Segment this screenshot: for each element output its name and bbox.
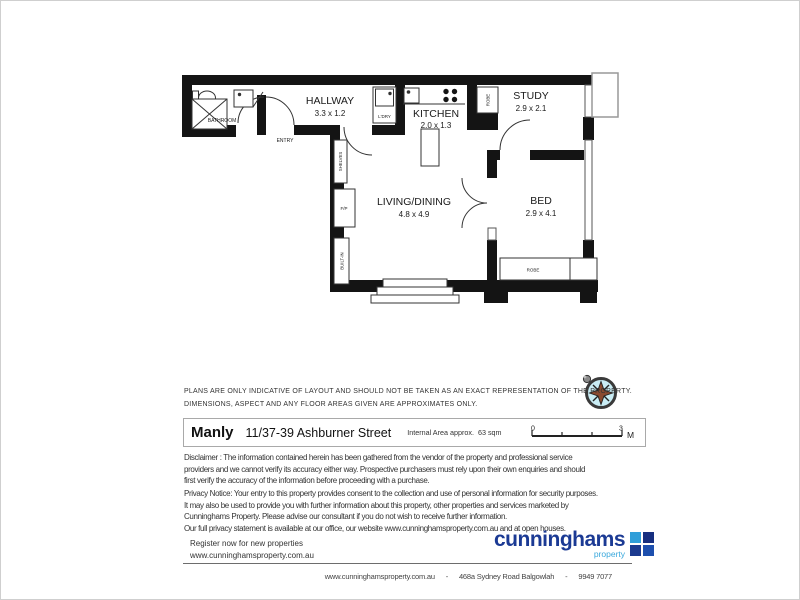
scale-unit: M	[627, 430, 635, 440]
kitchen-label: KITCHEN	[412, 108, 460, 120]
window-bay	[592, 73, 618, 117]
study-label: STUDY	[513, 90, 549, 102]
property-address: 11/37-39 Ashburner Street	[245, 425, 392, 440]
entry-label: ENTRY	[276, 138, 294, 144]
logo-squares-icon	[630, 532, 654, 556]
scale-start: 0	[531, 425, 535, 433]
footer-website: www.cunninghamsproperty.com.au	[324, 572, 435, 581]
plan-notice-line2: DIMENSIONS, ASPECT AND ANY FLOOR AREAS GIVEN ARE APPROXIMATES ONLY.	[184, 400, 478, 408]
footer-phone: 9949 7077	[578, 572, 612, 581]
disclaimer-line: providers and we cannot verify its accuracy either way. Prospective purchasers must rely upon their own enquiries and should	[184, 464, 586, 474]
living-label: LIVING/DINING	[376, 196, 452, 208]
suburb-title: Manly	[191, 424, 234, 441]
cunninghams-logo	[494, 529, 654, 559]
register-url: www.cunninghamsproperty.com.au	[190, 551, 314, 560]
shelves-label: SHELVES	[338, 151, 343, 172]
scale-end: 3	[619, 425, 623, 433]
study-dims: 2.9 x 2.1	[515, 104, 547, 113]
scale-bar	[530, 424, 638, 441]
disclaimer-paragraph	[184, 452, 650, 487]
hallway-label: HALLWAY	[305, 95, 355, 107]
privacy-line: Cunninghams Property. Please advise our consultant if you do not wish to receive further information.	[184, 512, 507, 522]
steps	[371, 279, 459, 303]
footer-separator: -	[445, 572, 449, 581]
shower-icon	[192, 99, 227, 129]
title-bar	[183, 418, 646, 447]
privacy-line: It may also be used to provide you with further information about this property, other properties and services marketed by	[184, 500, 569, 510]
plan-notice-line1: PLANS ARE ONLY INDICATIVE OF LAYOUT AND SHOULD NOT BE TAKEN AS AN EXACT REPRESENTATION OF THE PROPERTY.	[184, 388, 632, 395]
robe-bed-label: ROBE	[526, 267, 540, 273]
footer-separator: -	[565, 572, 568, 581]
footer-divider	[183, 563, 632, 564]
footer-contact	[183, 572, 612, 581]
laundry-label: L'DRY	[378, 114, 391, 119]
floor-plan	[176, 60, 640, 312]
bed-label: BED	[530, 195, 552, 207]
bathroom-label: BATHROOM	[207, 118, 237, 124]
area-label: Internal Area approx.	[407, 428, 474, 437]
register-line1: Register now for new properties	[190, 539, 303, 548]
island-bench	[421, 129, 439, 166]
privacy-line: Our full privacy statement is available at our office, our website www.cunninghamsproperty.com.au and at open houses.	[184, 523, 566, 533]
fireplace-label: F/P	[340, 206, 348, 211]
bed-dims: 2.9 x 4.1	[525, 209, 557, 218]
disclaimer-line: Disclaimer : The information contained herein has been gathered from the vendor of the property and professional service	[184, 453, 573, 462]
robe-study-label: ROBE	[485, 93, 491, 107]
builtin-label: BUILT-IN	[339, 252, 345, 270]
logo-brand-text: cunninghams	[494, 528, 626, 551]
plan-notice	[184, 386, 644, 411]
stove-icon	[443, 89, 457, 102]
register-block	[190, 538, 314, 562]
living-dims: 4.8 x 4.9	[398, 210, 430, 219]
hallway-dims: 3.3 x 1.2	[314, 109, 346, 118]
logo-tagline: property	[593, 549, 626, 559]
disclaimer-line: first verify the accuracy of the information before proceeding with a purchase.	[184, 476, 430, 486]
area-value: 63 sqm	[477, 428, 502, 437]
kitchen-dims: 2.0 x 1.3	[420, 121, 452, 130]
privacy-line: Privacy Notice: Your entry to this property provides consent to the collection and use of personal information for security purposes.	[184, 489, 598, 498]
scale-bar-graphic	[530, 424, 638, 441]
footer-street: 468a Sydney Road Balgowlah	[458, 572, 555, 581]
bed-robe-cabinet	[500, 258, 597, 280]
